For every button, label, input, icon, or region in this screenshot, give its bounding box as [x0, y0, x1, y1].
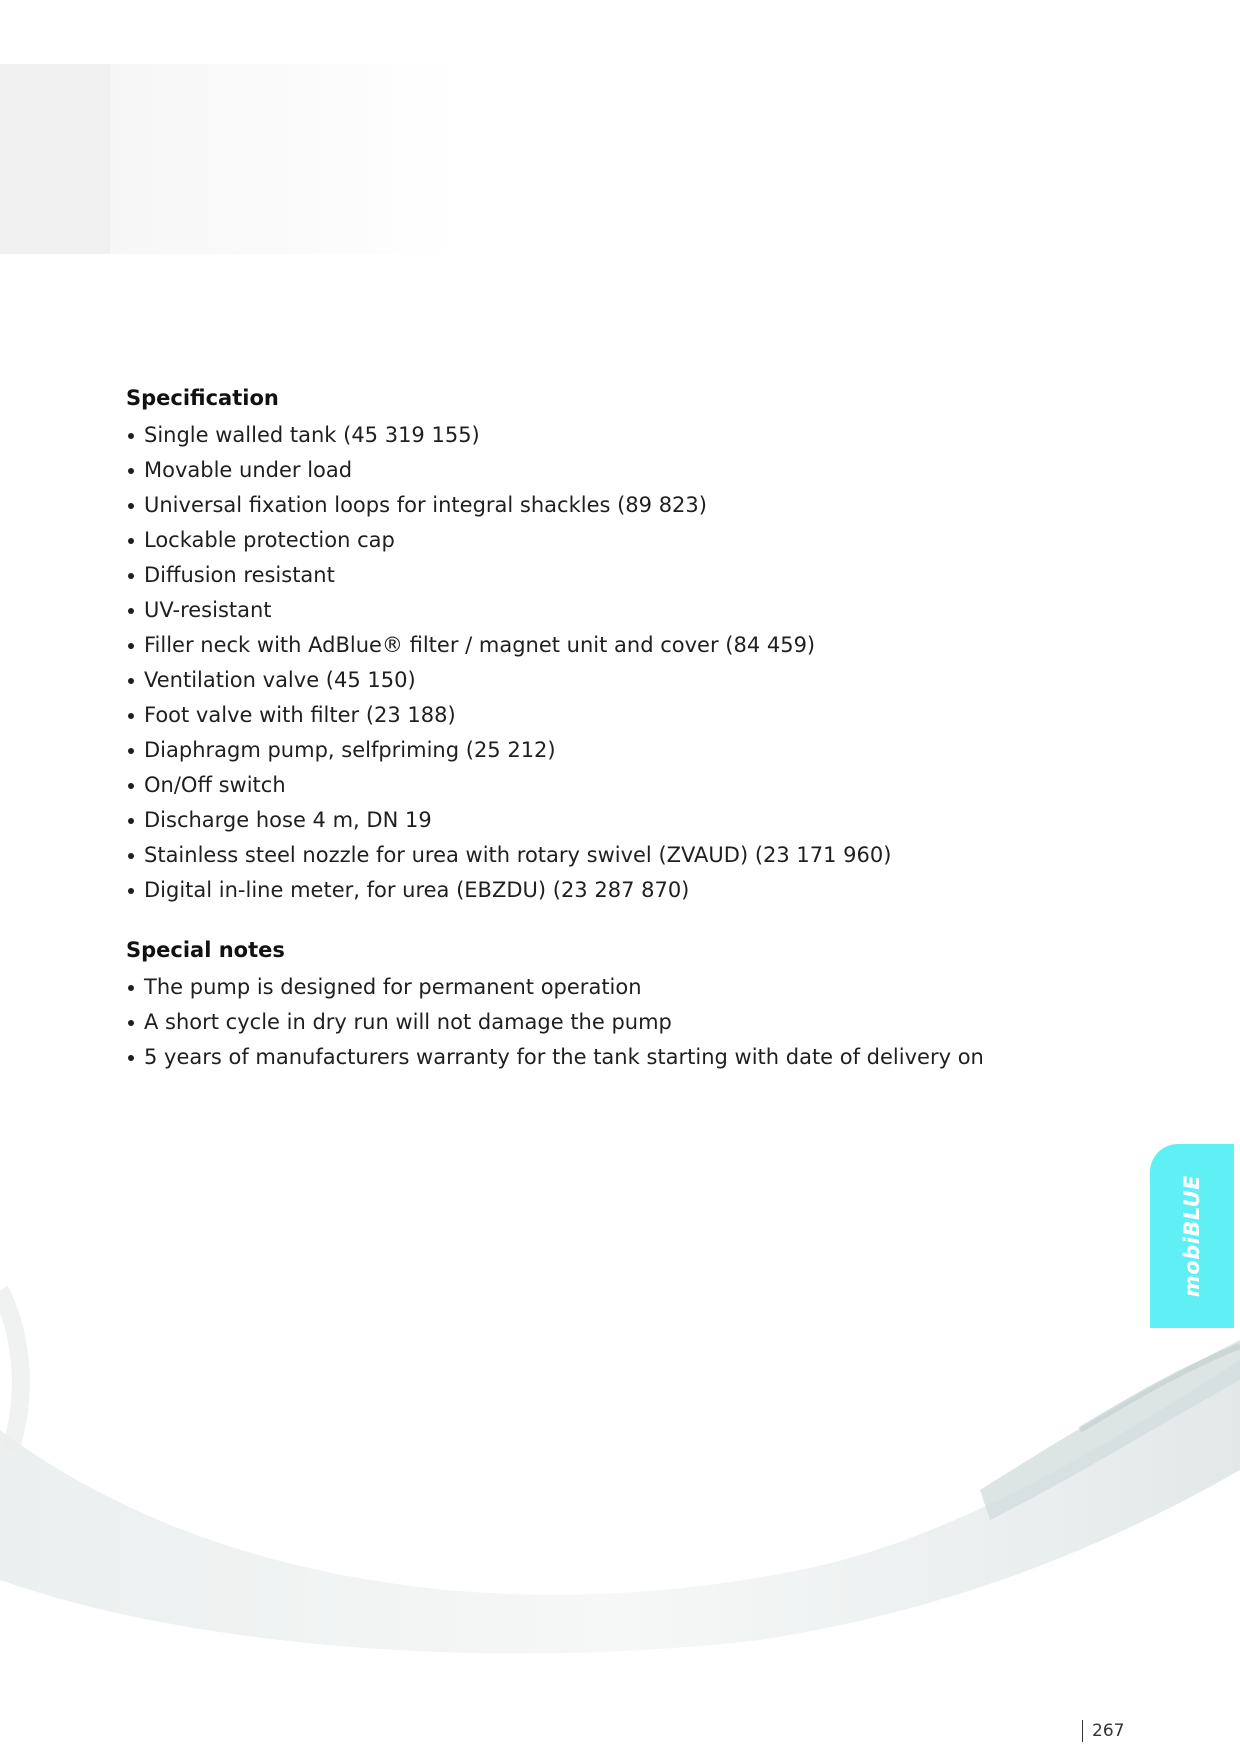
list-item: Single walled tank (45 319 155)	[126, 418, 1126, 453]
list-item: Discharge hose 4 m, DN 19	[126, 803, 1126, 838]
specification-heading: Specification	[126, 386, 279, 410]
list-item: Diffusion resistant	[126, 558, 1126, 593]
list-item: Filler neck with AdBlue® filter / magnet unit and cover (84 459)	[126, 628, 1126, 663]
page-number: 267	[1092, 1721, 1125, 1741]
side-tab-label: mobiBLUE	[1180, 1174, 1204, 1298]
special-notes-heading: Special notes	[126, 938, 285, 962]
content-area	[126, 384, 1126, 1103]
special-notes-section	[126, 936, 1126, 1075]
list-item: 5 years of manufacturers warranty for the tank starting with date of delivery on	[126, 1040, 1126, 1075]
specification-section	[126, 384, 1126, 908]
list-item: A short cycle in dry run will not damage the pump	[126, 1005, 1126, 1040]
water-splash-image	[0, 1250, 1240, 1670]
list-item: The pump is designed for permanent operation	[126, 970, 1126, 1005]
section-side-tab	[1150, 1144, 1234, 1328]
list-item: Universal fixation loops for integral shackles (89 823)	[126, 488, 1126, 523]
list-item: Movable under load	[126, 453, 1126, 488]
list-item: Digital in-line meter, for urea (EBZDU) (23 287 870)	[126, 873, 1126, 908]
special-notes-list	[126, 970, 1126, 1075]
header-image-placeholder	[0, 64, 460, 254]
list-item: Foot valve with filter (23 188)	[126, 698, 1126, 733]
list-item: Stainless steel nozzle for urea with rotary swivel (ZVAUD) (23 171 960)	[126, 838, 1126, 873]
specification-list	[126, 418, 1126, 908]
list-item: On/Off switch	[126, 768, 1126, 803]
list-item: UV-resistant	[126, 593, 1126, 628]
page-number-divider	[1082, 1720, 1083, 1742]
list-item: Diaphragm pump, selfpriming (25 212)	[126, 733, 1126, 768]
list-item: Lockable protection cap	[126, 523, 1126, 558]
list-item: Ventilation valve (45 150)	[126, 663, 1126, 698]
